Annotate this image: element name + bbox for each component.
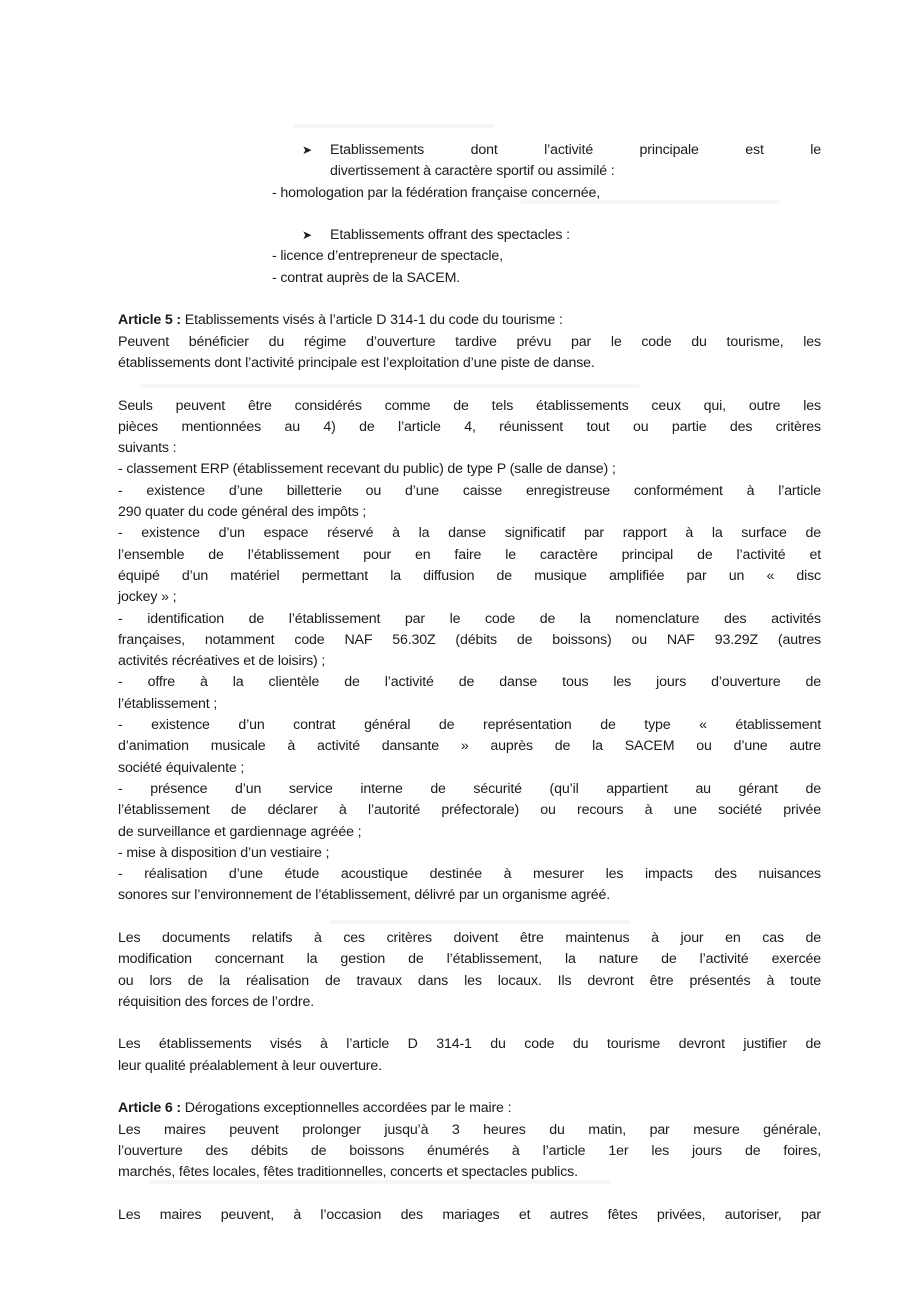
text-line: modification concernant la gestion de l’établissement, la nature de l’activité exercée [118,951,821,968]
list-item-heading-text [330,225,821,246]
article-5-title: Etablissements visés à l’article D 314-1 du code du tourisme : [181,312,563,329]
text-line: - offre à la clientèle de l’activité de danse tous les jours d’ouverture de [118,674,821,691]
text-line: - présence d’un service interne de sécurité (qu’il appartient au gérant de [118,780,821,797]
list-item-heading [302,225,821,246]
text-line: Peuvent bénéficier du régime d’ouverture tardive prévu par le code du tourisme, les [118,333,821,350]
criterion-item [118,864,821,907]
paragraph-gap [118,1013,821,1034]
text-line: - classement ERP (établissement recevant du public) de type P (salle de danse) ; [118,461,616,478]
justification-paragraph [118,1034,821,1077]
text-line: - réalisation d’une étude acoustique destinée à mesurer les impacts des nuisances [118,866,821,883]
list-item-heading [302,140,821,183]
text-line: ou lors de la réalisation de travaux dans les locaux. Ils devront être présentés à toute [118,972,821,989]
text-line: l’établissement ; [118,695,218,712]
criterion-item [118,715,821,779]
text-line: - existence d’un contrat général de représentation de type « établissement [118,717,821,734]
criterion-item [118,459,821,480]
requirement-line: - homologation par la fédération française concernée, [272,184,601,201]
criterion-item [118,523,821,608]
text-line: réquisition des forces de l’ordre. [118,993,314,1010]
arrowhead-bullet-icon: ➤ [302,228,312,243]
text-line: leur qualité préalablement à leur ouverture. [118,1057,382,1074]
text-line: équipé d’un matériel permettant la diffusion de musique amplifiée par un « disc [118,567,821,584]
criterion-item [118,609,821,673]
establishment-types-list [272,140,821,289]
criterion-item [118,481,821,524]
article-5-label: Article 5 : [118,312,182,329]
text-line: Etablissements dont l’activité principale est le [330,142,821,158]
text-line: d’animation musicale à activité dansante » auprès de la SACEM ou d’une autre [118,738,821,755]
establishment-type-sport [272,140,821,204]
text-line: Les établissements visés à l’article D 314-1 du code du tourisme devront justifier de [118,1036,821,1053]
text-line: françaises, notamment code NAF 56.30Z (débits de boissons) ou NAF 93.29Z (autres [118,631,821,648]
requirement-line: - contrat auprès de la SACEM. [272,269,461,286]
scan-bleed-mark [294,124,494,128]
criterion-item [118,843,821,864]
article-5 [118,310,821,1077]
text-line: sonores sur l’environnement de l’établissement, délivré par un organisme agréé. [118,887,611,904]
text-line: pièces mentionnées au 4) de l’article 4, réunissent tout ou partie des critères [118,418,821,435]
documents-paragraph [118,928,821,1013]
paragraph-gap [118,374,821,395]
text-line: - mise à disposition d’un vestiaire ; [118,844,330,861]
article-5-heading [118,310,821,331]
establishment-type-shows [272,225,821,289]
paragraph-gap [272,204,821,225]
criterion-item [118,779,821,843]
paragraph-gap [118,289,821,310]
text-line: - existence d’un espace réservé à la danse significatif par rapport à la surface de [118,525,821,542]
text-line: Seuls peuvent être considérés comme de tels établissements ceux qui, outre les [118,397,821,414]
document-body [118,140,821,1226]
arrowhead-bullet-icon: ➤ [302,143,312,157]
text-line: Etablissements offrant des spectacles : [330,227,570,244]
text-line: suivants : [118,440,177,457]
paragraph-gap [118,907,821,928]
article-6-heading [118,1098,821,1119]
text-line: - identification de l’établissement par le code de la nomenclature des activités [118,610,821,627]
text-line: Les maires peuvent, à l’occasion des mariages et autres fêtes privées, autoriser, par [118,1206,821,1223]
text-line: l’ouverture des débits de boissons énumérés à l’article 1er les jours de foires, [118,1142,821,1159]
text-line: - existence d’une billetterie ou d’une caisse enregistreuse conformément à l’article [118,482,821,499]
text-line: Les maires peuvent prolonger jusqu’à 3 heures du matin, par mesure générale, [118,1121,821,1138]
text-line: établissements dont l’activité principale est l’exploitation d’une piste de danse. [118,354,595,371]
article-6-title: Dérogations exceptionnelles accordées par le maire : [181,1100,512,1117]
article-6 [118,1098,821,1226]
list-item-heading-text [330,140,821,183]
criterion-item [118,672,821,715]
text-line: Les documents relatifs à ces critères doivent être maintenus à jour en cas de [118,929,821,946]
text-line: l’établissement de déclarer à l’autorité préfectorale) ou recours à une société privée [118,802,821,819]
paragraph-gap [118,1077,821,1098]
text-line: de surveillance et gardiennage agréée ; [118,823,362,840]
paragraph-gap [118,1184,821,1205]
text-line: divertissement à caractère sportif ou assimilé : [330,163,615,180]
text-line: jockey » ; [118,589,177,606]
article-6-label: Article 6 : [118,1100,182,1117]
text-line: 290 quater du code général des impôts ; [118,504,367,521]
text-line: l’ensemble de l’établissement pour en faire le caractère principal de l’activité et [118,546,821,563]
text-line: activités récréatives et de loisirs) ; [118,653,326,670]
text-line: marchés, fêtes locales, fêtes traditionnelles, concerts et spectacles publics. [118,1164,578,1181]
criteria-list [118,459,821,906]
requirement-line: - licence d’entrepreneur de spectacle, [272,248,503,265]
text-line: société équivalente ; [118,759,245,776]
